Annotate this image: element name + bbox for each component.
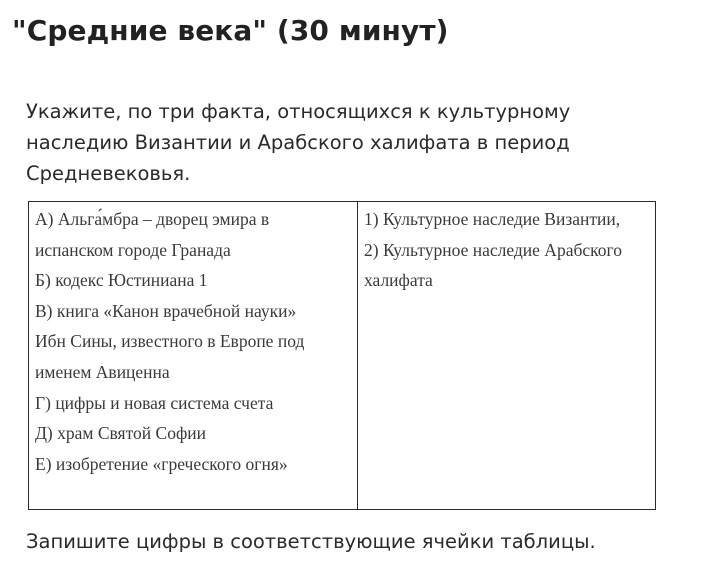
fact-item: Д) храм Святой Софии (35, 423, 207, 444)
fact-item: Ибн Сины, известного в Европе под (35, 331, 305, 352)
page-title: "Средние века" (30 минут) (12, 14, 449, 47)
category-item: 1) Культурное наследие Византии, (364, 209, 621, 229)
categories-cell (358, 202, 656, 510)
fact-item: Е) изобретение «греческого огня» (35, 453, 288, 474)
category-item: 2) Культурное наследие Арабского (364, 239, 622, 260)
fact-item: именем Авиценна (35, 361, 170, 382)
matching-table (28, 201, 656, 510)
task-line: Укажите, по три факта, относящихся к культурному (26, 100, 571, 123)
fact-item: Б) кодекс Юстиниана 1 (35, 270, 208, 291)
task-line: Средневековья. (26, 162, 191, 185)
fact-item: Г) цифры и новая система счета (35, 392, 274, 413)
task-line: наследию Византии и Арабского халифата в период (26, 131, 570, 154)
category-item: халифата (364, 270, 433, 291)
instruction-text: Запишите цифры в соответствующие ячейки таблицы. (26, 530, 596, 553)
fact-item: испанском городе Гранада (35, 239, 231, 260)
fact-item: А) Альга́мбра – дворец эмира в (35, 209, 270, 229)
task-text (26, 96, 626, 189)
facts-cell (29, 202, 358, 510)
table-row (29, 202, 656, 510)
fact-item: В) книга «Канон врачебной науки» (35, 300, 297, 321)
